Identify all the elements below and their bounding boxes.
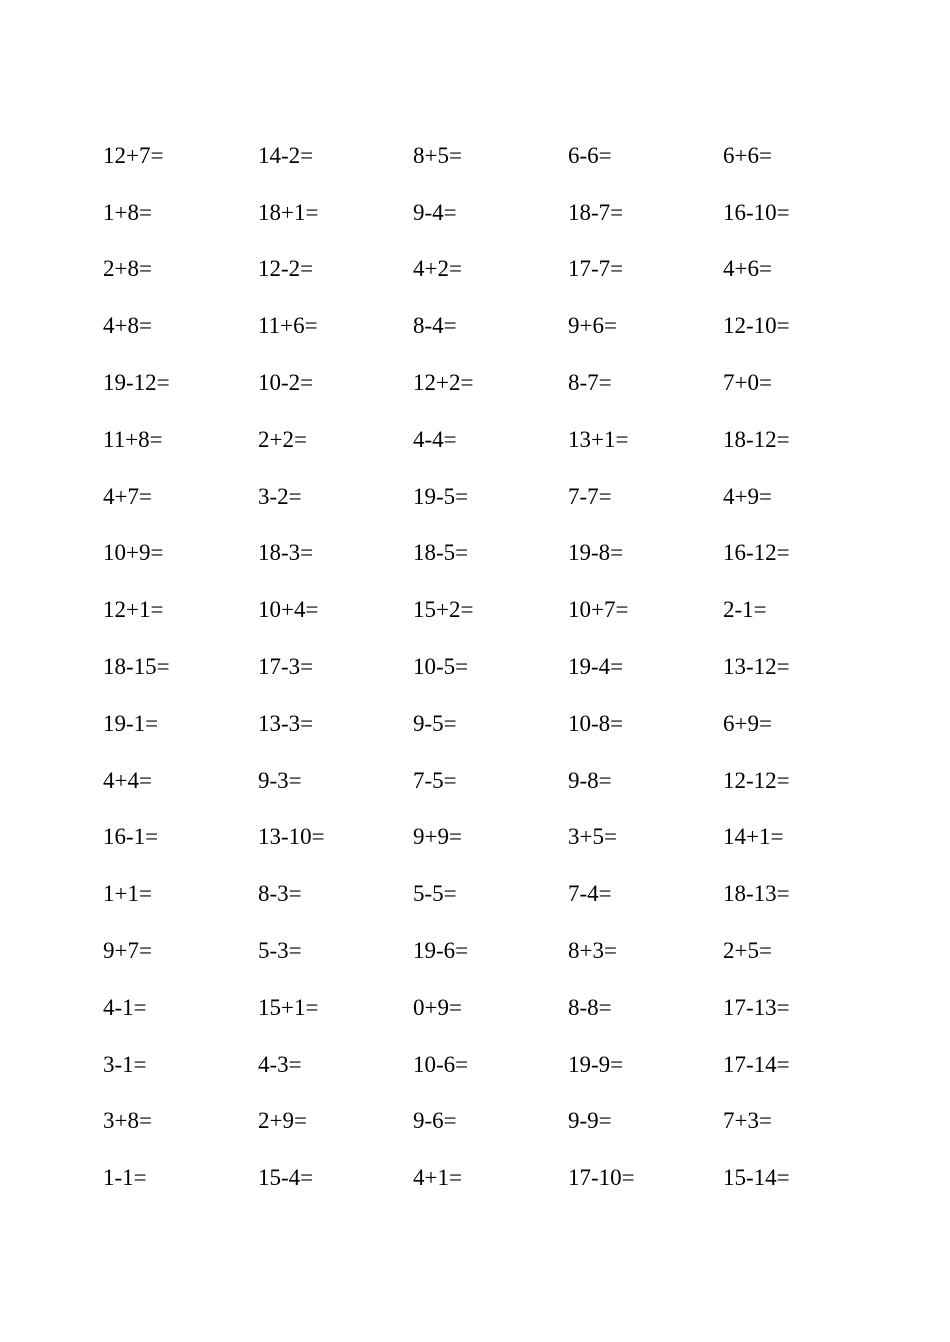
math-problem: 18-3= bbox=[258, 540, 314, 566]
math-problem: 6+6= bbox=[723, 142, 772, 168]
math-problem: 4+2= bbox=[413, 256, 462, 282]
math-problem: 19-6= bbox=[413, 938, 469, 964]
math-problem: 8-7= bbox=[568, 370, 612, 396]
math-problem: 18-13= bbox=[723, 881, 790, 907]
math-problem: 13-10= bbox=[258, 824, 325, 850]
math-problem: 7-7= bbox=[568, 483, 612, 509]
math-problem: 2+5= bbox=[723, 938, 772, 964]
math-problem: 3-1= bbox=[103, 1051, 147, 1077]
math-problem: 1+8= bbox=[103, 199, 152, 225]
math-problem: 19-9= bbox=[568, 1051, 624, 1077]
math-problem: 17-14= bbox=[723, 1051, 790, 1077]
math-problem: 15-14= bbox=[723, 1165, 790, 1191]
math-problem: 13+1= bbox=[568, 426, 629, 452]
math-problem: 3+8= bbox=[103, 1108, 152, 1134]
math-problem: 7-5= bbox=[413, 767, 457, 793]
math-problem: 15+2= bbox=[413, 597, 474, 623]
math-problem: 10-8= bbox=[568, 710, 624, 736]
math-problem: 6-6= bbox=[568, 142, 612, 168]
math-problem: 10+7= bbox=[568, 597, 629, 623]
math-problem: 16-12= bbox=[723, 540, 790, 566]
problem-row bbox=[103, 752, 903, 809]
math-problem: 15-4= bbox=[258, 1165, 314, 1191]
math-problem: 6+9= bbox=[723, 710, 772, 736]
math-problem: 9-9= bbox=[568, 1108, 612, 1134]
math-problem: 11+8= bbox=[103, 426, 163, 452]
math-problem: 4+9= bbox=[723, 483, 772, 509]
math-problem: 5-3= bbox=[258, 938, 302, 964]
problem-row bbox=[103, 581, 903, 638]
math-problem: 1+1= bbox=[103, 881, 152, 907]
math-problem: 10+4= bbox=[258, 597, 319, 623]
math-problem: 19-1= bbox=[103, 710, 159, 736]
math-problem: 4+4= bbox=[103, 767, 152, 793]
math-problem: 16-10= bbox=[723, 199, 790, 225]
math-problem: 9-6= bbox=[413, 1108, 457, 1134]
math-problem: 19-5= bbox=[413, 483, 469, 509]
math-problem: 4+8= bbox=[103, 313, 152, 339]
math-problem: 2+8= bbox=[103, 256, 152, 282]
math-problem: 17-7= bbox=[568, 256, 624, 282]
math-problem: 17-13= bbox=[723, 994, 790, 1020]
math-problem: 8-8= bbox=[568, 994, 612, 1020]
math-problem: 4+1= bbox=[413, 1165, 462, 1191]
math-problem: 8-4= bbox=[413, 313, 457, 339]
problem-row bbox=[103, 411, 903, 468]
math-problem: 2-1= bbox=[723, 597, 767, 623]
math-problem: 4+7= bbox=[103, 483, 152, 509]
problem-row bbox=[103, 1149, 903, 1206]
math-problem: 17-3= bbox=[258, 654, 314, 680]
math-problem: 8+5= bbox=[413, 142, 462, 168]
math-problem: 18-7= bbox=[568, 199, 624, 225]
math-problem: 9+6= bbox=[568, 313, 617, 339]
math-problem: 2+2= bbox=[258, 426, 307, 452]
math-problem: 8-3= bbox=[258, 881, 302, 907]
math-problem: 5-5= bbox=[413, 881, 457, 907]
problem-row bbox=[103, 127, 903, 184]
math-problem: 4-3= bbox=[258, 1051, 302, 1077]
problem-row bbox=[103, 922, 903, 979]
math-problem: 10-6= bbox=[413, 1051, 469, 1077]
math-problem: 9-4= bbox=[413, 199, 457, 225]
problem-row bbox=[103, 695, 903, 752]
math-problem: 14-2= bbox=[258, 142, 314, 168]
math-problem: 10-5= bbox=[413, 654, 469, 680]
problem-row bbox=[103, 979, 903, 1036]
math-problem: 18+1= bbox=[258, 199, 319, 225]
math-problem: 19-8= bbox=[568, 540, 624, 566]
problem-row bbox=[103, 241, 903, 298]
problem-row bbox=[103, 865, 903, 922]
math-problem: 12-10= bbox=[723, 313, 790, 339]
math-problem: 11+6= bbox=[258, 313, 318, 339]
math-problem: 3-2= bbox=[258, 483, 302, 509]
math-problem: 7-4= bbox=[568, 881, 612, 907]
math-problem: 4-4= bbox=[413, 426, 457, 452]
math-problem: 12+1= bbox=[103, 597, 164, 623]
math-problem: 0+9= bbox=[413, 994, 462, 1020]
arithmetic-worksheet bbox=[103, 127, 903, 1206]
math-problem: 18-5= bbox=[413, 540, 469, 566]
problem-row bbox=[103, 525, 903, 582]
math-problem: 9+9= bbox=[413, 824, 462, 850]
math-problem: 12-12= bbox=[723, 767, 790, 793]
math-problem: 3+5= bbox=[568, 824, 617, 850]
math-problem: 9-3= bbox=[258, 767, 302, 793]
problem-row bbox=[103, 1036, 903, 1093]
math-problem: 13-3= bbox=[258, 710, 314, 736]
math-problem: 14+1= bbox=[723, 824, 784, 850]
math-problem: 13-12= bbox=[723, 654, 790, 680]
math-problem: 17-10= bbox=[568, 1165, 635, 1191]
math-problem: 10-2= bbox=[258, 370, 314, 396]
math-problem: 12+7= bbox=[103, 142, 164, 168]
math-problem: 15+1= bbox=[258, 994, 319, 1020]
problem-row bbox=[103, 354, 903, 411]
math-problem: 9-5= bbox=[413, 710, 457, 736]
problem-row bbox=[103, 638, 903, 695]
math-problem: 8+3= bbox=[568, 938, 617, 964]
math-problem: 2+9= bbox=[258, 1108, 307, 1134]
problem-row bbox=[103, 809, 903, 866]
math-problem: 9-8= bbox=[568, 767, 612, 793]
problem-row bbox=[103, 184, 903, 241]
math-problem: 18-15= bbox=[103, 654, 170, 680]
math-problem: 4+6= bbox=[723, 256, 772, 282]
math-problem: 19-12= bbox=[103, 370, 170, 396]
math-problem: 1-1= bbox=[103, 1165, 147, 1191]
math-problem: 19-4= bbox=[568, 654, 624, 680]
math-problem: 4-1= bbox=[103, 994, 147, 1020]
math-problem: 7+3= bbox=[723, 1108, 772, 1134]
math-problem: 9+7= bbox=[103, 938, 152, 964]
math-problem: 18-12= bbox=[723, 426, 790, 452]
math-problem: 7+0= bbox=[723, 370, 772, 396]
problem-row bbox=[103, 468, 903, 525]
math-problem: 16-1= bbox=[103, 824, 159, 850]
problem-row bbox=[103, 297, 903, 354]
problem-row bbox=[103, 1093, 903, 1150]
math-problem: 10+9= bbox=[103, 540, 164, 566]
math-problem: 12+2= bbox=[413, 370, 474, 396]
math-problem: 12-2= bbox=[258, 256, 314, 282]
